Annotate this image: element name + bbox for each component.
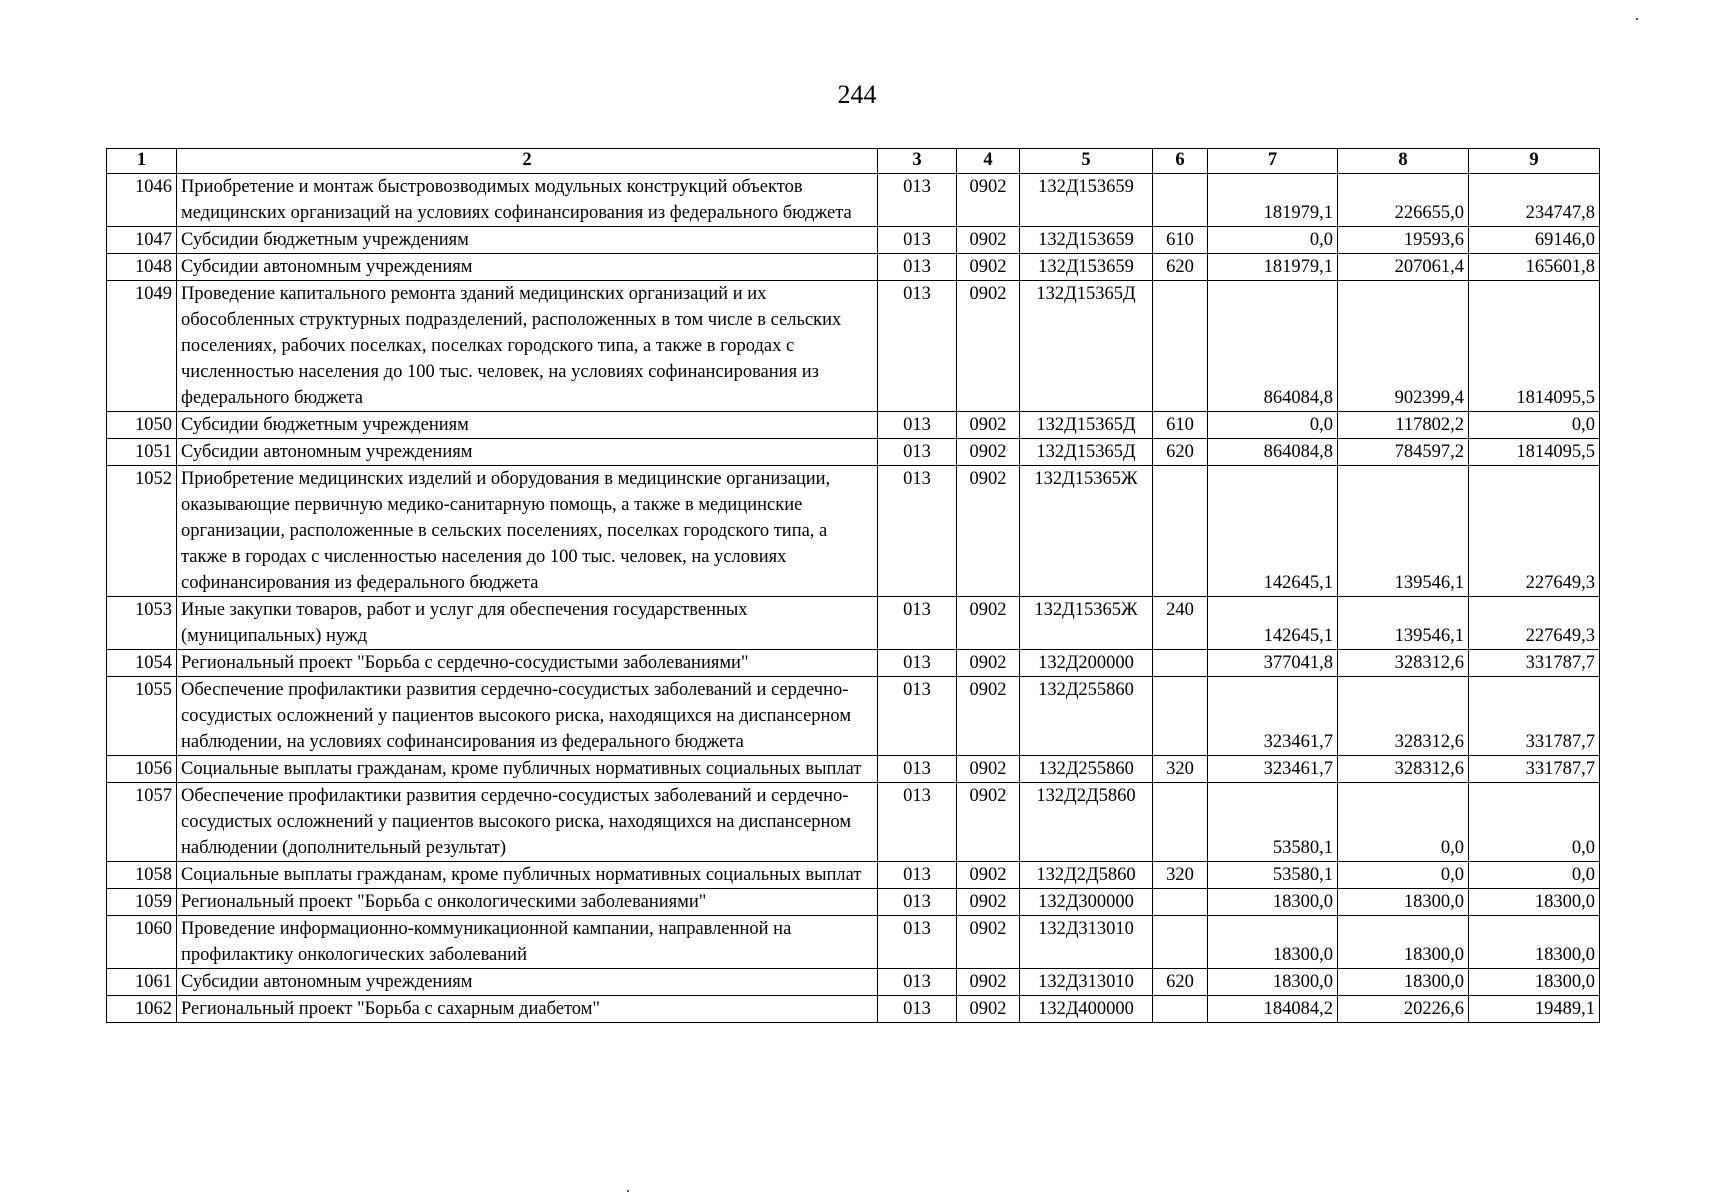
amount-year3-cell: 18300,0 bbox=[1469, 969, 1600, 996]
amount-year1-cell: 18300,0 bbox=[1208, 916, 1338, 969]
description-cell: Субсидии автономным учреждениям bbox=[177, 969, 878, 996]
row-number-cell: 1061 bbox=[107, 969, 177, 996]
column-header: 1 bbox=[107, 149, 177, 174]
ministry-code-cell: 013 bbox=[878, 412, 957, 439]
table-row bbox=[107, 227, 1600, 254]
amount-year1-cell: 18300,0 bbox=[1208, 969, 1338, 996]
amount-year2-cell: 20226,6 bbox=[1338, 996, 1469, 1023]
amount-year1-cell: 181979,1 bbox=[1208, 254, 1338, 281]
ministry-code-cell: 013 bbox=[878, 597, 957, 650]
expense-type-cell bbox=[1153, 677, 1208, 756]
amount-year3-cell: 331787,7 bbox=[1469, 677, 1600, 756]
table-row bbox=[107, 597, 1600, 650]
amount-year1-cell: 53580,1 bbox=[1208, 862, 1338, 889]
section-code-cell: 0902 bbox=[957, 466, 1020, 597]
expense-type-cell: 620 bbox=[1153, 254, 1208, 281]
ministry-code-cell: 013 bbox=[878, 466, 957, 597]
amount-year2-cell: 0,0 bbox=[1338, 862, 1469, 889]
row-number-cell: 1057 bbox=[107, 783, 177, 862]
table-row bbox=[107, 254, 1600, 281]
table-row bbox=[107, 281, 1600, 412]
description-cell: Региональный проект "Борьба с онкологическими заболеваниями" bbox=[177, 889, 878, 916]
header-row bbox=[107, 149, 1600, 174]
row-number-cell: 1055 bbox=[107, 677, 177, 756]
amount-year3-cell: 1814095,5 bbox=[1469, 281, 1600, 412]
description-cell: Региональный проект "Борьба с сахарным диабетом" bbox=[177, 996, 878, 1023]
amount-year2-cell: 226655,0 bbox=[1338, 174, 1469, 227]
expense-type-cell: 620 bbox=[1153, 969, 1208, 996]
description-cell: Обеспечение профилактики развития сердечно-сосудистых заболеваний и сердечно-сосудистых осложнений у пациентов высокого риска, находящихся на диспансерном наблюдении (дополнительный результат) bbox=[177, 783, 878, 862]
amount-year1-cell: 181979,1 bbox=[1208, 174, 1338, 227]
table-row bbox=[107, 412, 1600, 439]
page-number: 244 bbox=[837, 80, 877, 109]
target-article-cell: 132Д300000 bbox=[1020, 889, 1153, 916]
ministry-code-cell: 013 bbox=[878, 227, 957, 254]
section-code-cell: 0902 bbox=[957, 650, 1020, 677]
section-code-cell: 0902 bbox=[957, 783, 1020, 862]
amount-year3-cell: 227649,3 bbox=[1469, 466, 1600, 597]
table-row bbox=[107, 650, 1600, 677]
amount-year3-cell: 234747,8 bbox=[1469, 174, 1600, 227]
amount-year1-cell: 142645,1 bbox=[1208, 597, 1338, 650]
target-article-cell: 132Д15365Ж bbox=[1020, 466, 1153, 597]
target-article-cell: 132Д15365Д bbox=[1020, 412, 1153, 439]
amount-year3-cell: 227649,3 bbox=[1469, 597, 1600, 650]
column-header: 2 bbox=[177, 149, 878, 174]
expense-type-cell bbox=[1153, 783, 1208, 862]
amount-year2-cell: 328312,6 bbox=[1338, 677, 1469, 756]
amount-year3-cell: 0,0 bbox=[1469, 412, 1600, 439]
row-number-cell: 1056 bbox=[107, 756, 177, 783]
row-number-cell: 1054 bbox=[107, 650, 177, 677]
section-code-cell: 0902 bbox=[957, 254, 1020, 281]
row-number-cell: 1046 bbox=[107, 174, 177, 227]
amount-year1-cell: 323461,7 bbox=[1208, 677, 1338, 756]
description-cell: Приобретение и монтаж быстровозводимых модульных конструкций объектов медицинских организаций на условиях софинансирования из федерального бюджета bbox=[177, 174, 878, 227]
expense-type-cell: 610 bbox=[1153, 412, 1208, 439]
amount-year2-cell: 18300,0 bbox=[1338, 969, 1469, 996]
expense-type-cell bbox=[1153, 281, 1208, 412]
row-number-cell: 1049 bbox=[107, 281, 177, 412]
table-row bbox=[107, 969, 1600, 996]
section-code-cell: 0902 bbox=[957, 227, 1020, 254]
amount-year3-cell: 18300,0 bbox=[1469, 916, 1600, 969]
ministry-code-cell: 013 bbox=[878, 889, 957, 916]
amount-year2-cell: 117802,2 bbox=[1338, 412, 1469, 439]
amount-year1-cell: 18300,0 bbox=[1208, 889, 1338, 916]
expense-type-cell: 620 bbox=[1153, 439, 1208, 466]
column-header: 4 bbox=[957, 149, 1020, 174]
section-code-cell: 0902 bbox=[957, 677, 1020, 756]
description-cell: Проведение информационно-коммуникационной кампании, направленной на профилактику онкологических заболеваний bbox=[177, 916, 878, 969]
row-number-cell: 1053 bbox=[107, 597, 177, 650]
ministry-code-cell: 013 bbox=[878, 996, 957, 1023]
expense-type-cell bbox=[1153, 466, 1208, 597]
description-cell: Проведение капитального ремонта зданий медицинских организаций и их обособленных структурных подразделений, расположенных в том числе в сельских поселениях, рабочих поселках, поселках городского типа, а также в городах с численностью населения до 100 тыс. человек, на условиях софинансирования из федерального бюджета bbox=[177, 281, 878, 412]
table-row bbox=[107, 174, 1600, 227]
amount-year1-cell: 323461,7 bbox=[1208, 756, 1338, 783]
row-number-cell: 1052 bbox=[107, 466, 177, 597]
amount-year1-cell: 864084,8 bbox=[1208, 281, 1338, 412]
table-row bbox=[107, 756, 1600, 783]
column-header: 6 bbox=[1153, 149, 1208, 174]
amount-year2-cell: 902399,4 bbox=[1338, 281, 1469, 412]
amount-year2-cell: 139546,1 bbox=[1338, 466, 1469, 597]
amount-year2-cell: 19593,6 bbox=[1338, 227, 1469, 254]
section-code-cell: 0902 bbox=[957, 756, 1020, 783]
expense-type-cell bbox=[1153, 889, 1208, 916]
amount-year1-cell: 53580,1 bbox=[1208, 783, 1338, 862]
section-code-cell: 0902 bbox=[957, 597, 1020, 650]
amount-year3-cell: 69146,0 bbox=[1469, 227, 1600, 254]
table-row bbox=[107, 996, 1600, 1023]
row-number-cell: 1048 bbox=[107, 254, 177, 281]
ministry-code-cell: 013 bbox=[878, 783, 957, 862]
description-cell: Субсидии автономным учреждениям bbox=[177, 439, 878, 466]
amount-year3-cell: 331787,7 bbox=[1469, 756, 1600, 783]
description-cell: Субсидии бюджетным учреждениям bbox=[177, 227, 878, 254]
section-code-cell: 0902 bbox=[957, 439, 1020, 466]
ministry-code-cell: 013 bbox=[878, 677, 957, 756]
amount-year2-cell: 0,0 bbox=[1338, 783, 1469, 862]
amount-year3-cell: 0,0 bbox=[1469, 862, 1600, 889]
target-article-cell: 132Д153659 bbox=[1020, 174, 1153, 227]
section-code-cell: 0902 bbox=[957, 174, 1020, 227]
amount-year2-cell: 18300,0 bbox=[1338, 889, 1469, 916]
target-article-cell: 132Д400000 bbox=[1020, 996, 1153, 1023]
amount-year2-cell: 207061,4 bbox=[1338, 254, 1469, 281]
description-cell: Обеспечение профилактики развития сердечно-сосудистых заболеваний и сердечно-сосудистых осложнений у пациентов высокого риска, находящихся на диспансерном наблюдении, на условиях софинансирования из федерального бюджета bbox=[177, 677, 878, 756]
description-cell: Приобретение медицинских изделий и оборудования в медицинские организации, оказывающие первичную медико-санитарную помощь, а также в медицинские организации, расположенные в сельских поселениях, поселках городского типа, а также в городах с численностью населения до 100 тыс. человек, на условиях софинансирования из федерального бюджета bbox=[177, 466, 878, 597]
amount-year1-cell: 0,0 bbox=[1208, 412, 1338, 439]
section-code-cell: 0902 bbox=[957, 996, 1020, 1023]
amount-year1-cell: 864084,8 bbox=[1208, 439, 1338, 466]
row-number-cell: 1060 bbox=[107, 916, 177, 969]
table-row bbox=[107, 466, 1600, 597]
target-article-cell: 132Д255860 bbox=[1020, 677, 1153, 756]
ministry-code-cell: 013 bbox=[878, 650, 957, 677]
expense-type-cell: 320 bbox=[1153, 756, 1208, 783]
scan-speck bbox=[627, 1190, 629, 1192]
table-row bbox=[107, 677, 1600, 756]
table-row bbox=[107, 862, 1600, 889]
table-row bbox=[107, 783, 1600, 862]
column-header: 3 bbox=[878, 149, 957, 174]
target-article-cell: 132Д15365Ж bbox=[1020, 597, 1153, 650]
amount-year2-cell: 18300,0 bbox=[1338, 916, 1469, 969]
section-code-cell: 0902 bbox=[957, 412, 1020, 439]
table-row bbox=[107, 439, 1600, 466]
expense-type-cell bbox=[1153, 996, 1208, 1023]
description-cell: Социальные выплаты гражданам, кроме публичных нормативных социальных выплат bbox=[177, 756, 878, 783]
amount-year1-cell: 0,0 bbox=[1208, 227, 1338, 254]
row-number-cell: 1051 bbox=[107, 439, 177, 466]
target-article-cell: 132Д15365Д bbox=[1020, 439, 1153, 466]
amount-year1-cell: 184084,2 bbox=[1208, 996, 1338, 1023]
amount-year1-cell: 142645,1 bbox=[1208, 466, 1338, 597]
column-header: 5 bbox=[1020, 149, 1153, 174]
target-article-cell: 132Д200000 bbox=[1020, 650, 1153, 677]
section-code-cell: 0902 bbox=[957, 281, 1020, 412]
amount-year3-cell: 19489,1 bbox=[1469, 996, 1600, 1023]
table-row bbox=[107, 916, 1600, 969]
ministry-code-cell: 013 bbox=[878, 281, 957, 412]
amount-year3-cell: 331787,7 bbox=[1469, 650, 1600, 677]
table-row bbox=[107, 889, 1600, 916]
column-header: 7 bbox=[1208, 149, 1338, 174]
section-code-cell: 0902 bbox=[957, 862, 1020, 889]
amount-year2-cell: 784597,2 bbox=[1338, 439, 1469, 466]
expense-type-cell bbox=[1153, 650, 1208, 677]
amount-year3-cell: 165601,8 bbox=[1469, 254, 1600, 281]
section-code-cell: 0902 bbox=[957, 969, 1020, 996]
expense-type-cell: 240 bbox=[1153, 597, 1208, 650]
description-cell: Социальные выплаты гражданам, кроме публичных нормативных социальных выплат bbox=[177, 862, 878, 889]
row-number-cell: 1058 bbox=[107, 862, 177, 889]
target-article-cell: 132Д153659 bbox=[1020, 227, 1153, 254]
amount-year2-cell: 328312,6 bbox=[1338, 650, 1469, 677]
row-number-cell: 1062 bbox=[107, 996, 177, 1023]
section-code-cell: 0902 bbox=[957, 889, 1020, 916]
column-header: 9 bbox=[1469, 149, 1600, 174]
amount-year2-cell: 328312,6 bbox=[1338, 756, 1469, 783]
section-code-cell: 0902 bbox=[957, 916, 1020, 969]
target-article-cell: 132Д15365Д bbox=[1020, 281, 1153, 412]
ministry-code-cell: 013 bbox=[878, 756, 957, 783]
target-article-cell: 132Д255860 bbox=[1020, 756, 1153, 783]
row-number-cell: 1059 bbox=[107, 889, 177, 916]
target-article-cell: 132Д313010 bbox=[1020, 916, 1153, 969]
description-cell: Региональный проект "Борьба с сердечно-сосудистыми заболеваниями" bbox=[177, 650, 878, 677]
amount-year3-cell: 0,0 bbox=[1469, 783, 1600, 862]
expense-type-cell bbox=[1153, 916, 1208, 969]
column-header: 8 bbox=[1338, 149, 1469, 174]
amount-year2-cell: 139546,1 bbox=[1338, 597, 1469, 650]
target-article-cell: 132Д153659 bbox=[1020, 254, 1153, 281]
target-article-cell: 132Д2Д5860 bbox=[1020, 862, 1153, 889]
ministry-code-cell: 013 bbox=[878, 969, 957, 996]
budget-table bbox=[106, 148, 1600, 1023]
table-body bbox=[107, 174, 1600, 1023]
row-number-cell: 1047 bbox=[107, 227, 177, 254]
expense-type-cell: 610 bbox=[1153, 227, 1208, 254]
ministry-code-cell: 013 bbox=[878, 916, 957, 969]
amount-year1-cell: 377041,8 bbox=[1208, 650, 1338, 677]
amount-year3-cell: 1814095,5 bbox=[1469, 439, 1600, 466]
row-number-cell: 1050 bbox=[107, 412, 177, 439]
amount-year3-cell: 18300,0 bbox=[1469, 889, 1600, 916]
description-cell: Субсидии автономным учреждениям bbox=[177, 254, 878, 281]
expense-type-cell: 320 bbox=[1153, 862, 1208, 889]
ministry-code-cell: 013 bbox=[878, 254, 957, 281]
scan-speck bbox=[1636, 18, 1638, 20]
ministry-code-cell: 013 bbox=[878, 439, 957, 466]
ministry-code-cell: 013 bbox=[878, 174, 957, 227]
description-cell: Иные закупки товаров, работ и услуг для обеспечения государственных (муниципальных) нужд bbox=[177, 597, 878, 650]
description-cell: Субсидии бюджетным учреждениям bbox=[177, 412, 878, 439]
ministry-code-cell: 013 bbox=[878, 862, 957, 889]
target-article-cell: 132Д313010 bbox=[1020, 969, 1153, 996]
target-article-cell: 132Д2Д5860 bbox=[1020, 783, 1153, 862]
expense-type-cell bbox=[1153, 174, 1208, 227]
